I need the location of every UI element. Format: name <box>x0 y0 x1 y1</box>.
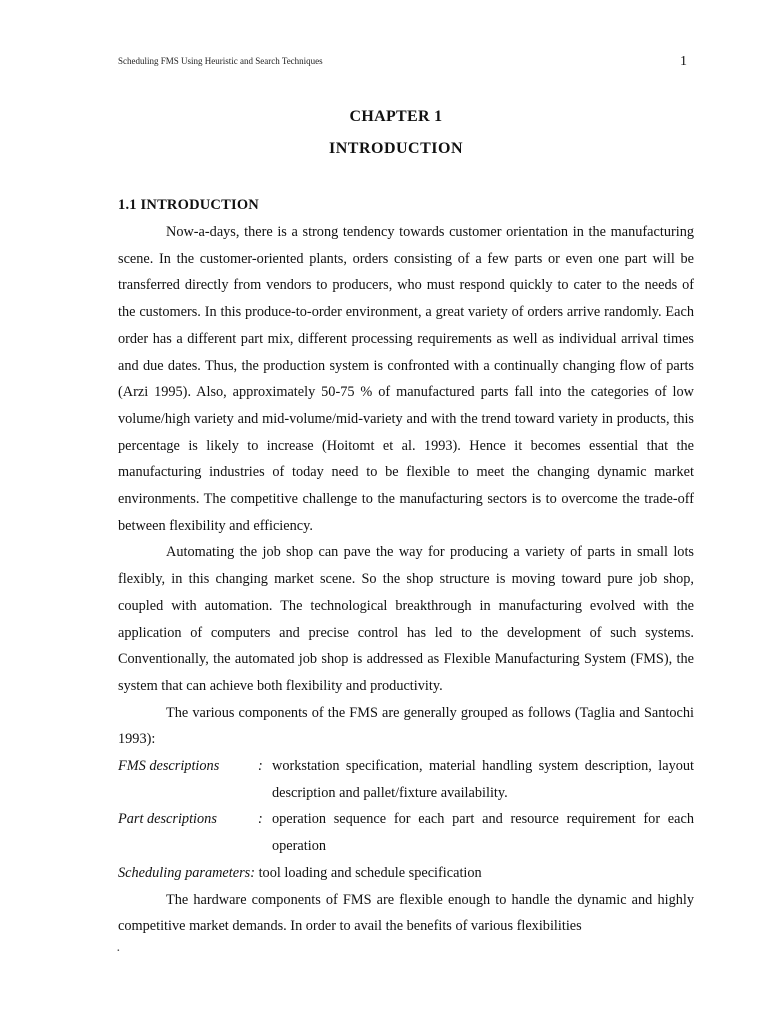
page-number: 1 <box>680 54 687 69</box>
chapter-title: INTRODUCTION <box>328 140 463 157</box>
definition-row <box>118 753 694 806</box>
definition-colon: : <box>258 758 263 775</box>
definition-text: operation sequence for each part and resource requirement for each operation <box>272 811 694 855</box>
body-text <box>118 219 694 940</box>
chapter-label: CHAPTER 1 <box>349 108 443 125</box>
closing-paragraph: The hardware components of FMS are flexible enough to handle the dynamic and highly competitive market demands. In order to avail the benefits of various flexibilities <box>118 891 694 935</box>
definition-row <box>118 806 694 859</box>
margin-mark: · <box>116 944 121 959</box>
section-heading: 1.1 INTRODUCTION <box>118 197 259 213</box>
paragraph: The various components of the FMS are generally grouped as follows (Taglia and Santochi 1993): <box>118 704 694 748</box>
definition-term: Part descriptions <box>118 811 217 828</box>
scheduling-term: Scheduling parameters: <box>118 864 255 881</box>
paragraph: Automating the job shop can pave the way for producing a variety of parts in small lots flexibly, in this changing market scene. So the shop structure is moving toward pure job shop, coupled with automation. The technological breakthrough in manufacturing evolved with the application of computers and precise control has led to the development of such systems. Conventionally, the automated job shop is addressed as Flexible Manufacturing System (FMS), the system that can achieve both flexibility and productivity. <box>118 544 694 694</box>
definition-colon: : <box>258 811 263 828</box>
definition-term: FMS descriptions <box>118 758 220 775</box>
running-header: Scheduling FMS Using Heuristic and Search Techniques <box>118 56 323 66</box>
scheduling-row <box>118 860 694 887</box>
scheduling-text: tool loading and schedule specification <box>255 864 482 881</box>
definition-text: workstation specification, material handling system description, layout description and pallet/fixture availability. <box>272 758 694 801</box>
paragraph: Now-a-days, there is a strong tendency towards customer orientation in the manufacturing scene. In the customer-oriented plants, orders consisting of a few parts or even one part will be transferred directly from vendors to producers, who must respond quickly to cater to the needs of the customers. In this produce-to-order environment, a great variety of orders arrive randomly. Each order has a different part mix, different processing requirements as well as individual arrival times and due dates. Thus, the production system is confronted with a continually changing flow of parts (Arzi 1995). Also, approximately 50-75 % of manufactured parts fall into the categories of low volume/high variety and mid-volume/mid-variety and with the trend toward variety in products, this percentage is likely to increase (Hoitomt et al. 1993). Hence it becomes essential that the manufacturing industries of today need to be flexible to meet the changing dynamic market environments. The competitive challenge to the manufacturing sectors is to overcome the trade-off between flexibility and efficiency. <box>118 224 694 534</box>
